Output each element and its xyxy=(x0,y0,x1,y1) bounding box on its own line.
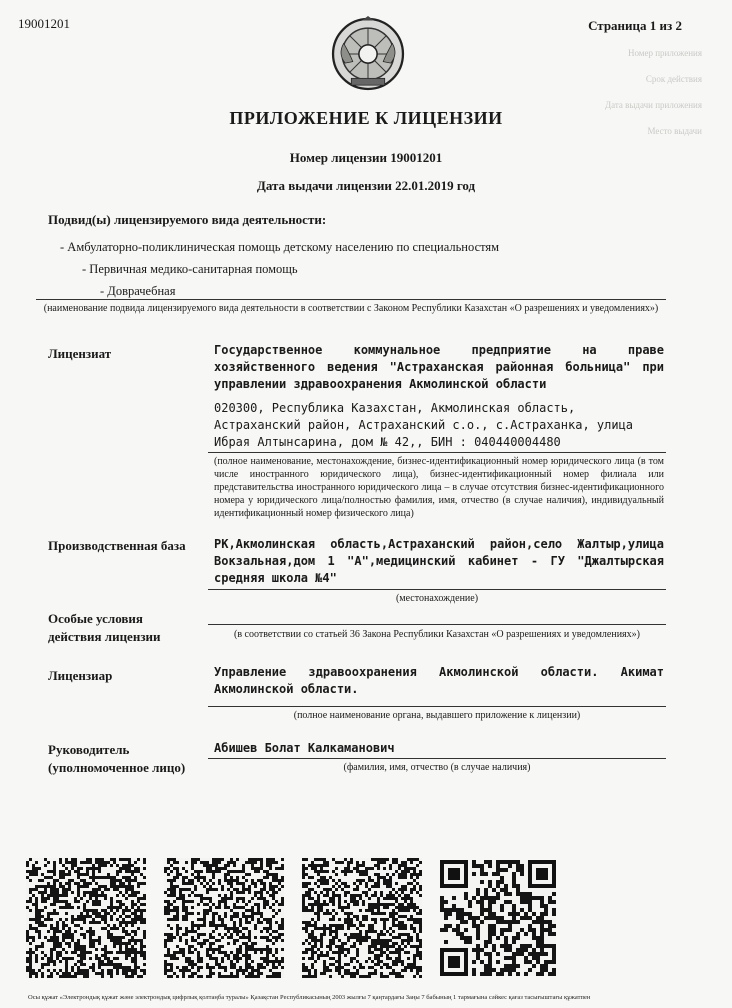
activities-note: (наименование подвида лицензируемого вида деятельности в соответствии с Законом Республики Казахстан «О разрешениях и уведомлениях») xyxy=(43,303,659,314)
special-conditions-label-line2: действия лицензии xyxy=(48,629,161,644)
licensor-value: Управление здравоохранения Акмолинской области. Акимат Акмолинской области. xyxy=(214,665,664,696)
production-base-note: (местонахождение) xyxy=(395,593,479,604)
divider xyxy=(36,299,666,300)
subkind-heading: Подвид(ы) лицензируемого вида деятельности: xyxy=(48,212,327,227)
divider xyxy=(208,758,666,759)
qr-code-icon xyxy=(440,860,556,976)
ghost-line: Номер приложения xyxy=(627,48,702,58)
special-conditions-note: (в соответствии со статьей 36 Закона Республики Казахстан «О разрешениях и уведомлениях») xyxy=(234,629,640,640)
licensee-address: 020300, Республика Казахстан, Акмолинская область, Астраханский район, Астраханский с.о., с.Астраханка, улица Ибрая Алтынсарина, дом № 42,, БИН : 040440004480 xyxy=(214,401,634,449)
activity-item: - Доврачебная xyxy=(100,284,176,298)
special-conditions-label-line1: Особые условия xyxy=(48,611,143,626)
ghost-line: Дата выдачи приложения xyxy=(604,100,702,110)
head-label-line2: (уполномоченное лицо) xyxy=(48,760,186,775)
license-issue-date: Дата выдачи лицензии 22.01.2019 год xyxy=(256,178,476,193)
production-base-value: РК,Акмолинская область,Астраханский район,село Жалтыр,улица Вокзальная,дом 1 "А",медицинский кабинет - ГУ "Джалтырская средняя школа №4" xyxy=(214,537,664,585)
ghost-line: Срок действия xyxy=(645,74,702,84)
state-emblem-icon xyxy=(330,16,406,92)
barcode-icon xyxy=(302,858,422,978)
barcode-icon xyxy=(164,858,284,978)
head-label-line1: Руководитель xyxy=(48,742,130,757)
divider xyxy=(208,589,666,590)
activity-item: - Первичная медико-санитарная помощь xyxy=(82,262,298,276)
head-name: Абишев Болат Калкаманович xyxy=(214,741,395,755)
license-number: Номер лицензии 19001201 xyxy=(289,150,443,165)
ghost-line: Место выдачи xyxy=(647,126,702,136)
licensee-name: Государственное коммунальное предприятие на праве хозяйственного ведения "Астраханская районная больница" при управлении здравоохранения Акмолинской области xyxy=(214,343,664,391)
page-counter: Страница 1 из 2 xyxy=(588,18,682,33)
top-document-number: 19001201 xyxy=(18,16,70,31)
licensor-note: (полное наименование органа, выдавшего приложение к лицензии) xyxy=(293,710,581,721)
production-base-label: Производственная база xyxy=(48,538,186,553)
licensee-label: Лицензиат xyxy=(48,346,112,361)
footer-legal-text: Осы құжат «Электрондық құжат және электрондық цифрлық қолтаңба туралы» Қазақстан Республикасының 2003 жылғы 7 қаңтардағы Заңы 7 бабының 1 тармағына сәйкес қағаз тасығыштағы құжатпен xyxy=(28,994,591,1001)
licensee-note: (полное наименование, местонахождение, бизнес-идентификационный номер юридического лица (в том числе иностранного юридического лица), бизнес-идентификационный номер филиала или представительства иностранного юридического лица – в случае отсутствия бизнес-идентификационного номера у юридического лица/полностью фамилия, имя, отчество (в случае наличия), индивидуальный идентификационный номер физического лица) xyxy=(214,456,664,519)
activity-item: - Амбулаторно-поликлиническая помощь детскому населению по специальностям xyxy=(60,240,500,254)
head-note: (фамилия, имя, отчество (в случае наличия) xyxy=(343,762,531,773)
licensor-label: Лицензиар xyxy=(48,668,113,683)
divider xyxy=(208,706,666,707)
document-title: ПРИЛОЖЕНИЕ К ЛИЦЕНЗИИ xyxy=(229,108,503,128)
divider xyxy=(208,452,666,453)
divider xyxy=(208,624,666,625)
barcode-icon xyxy=(26,858,146,978)
